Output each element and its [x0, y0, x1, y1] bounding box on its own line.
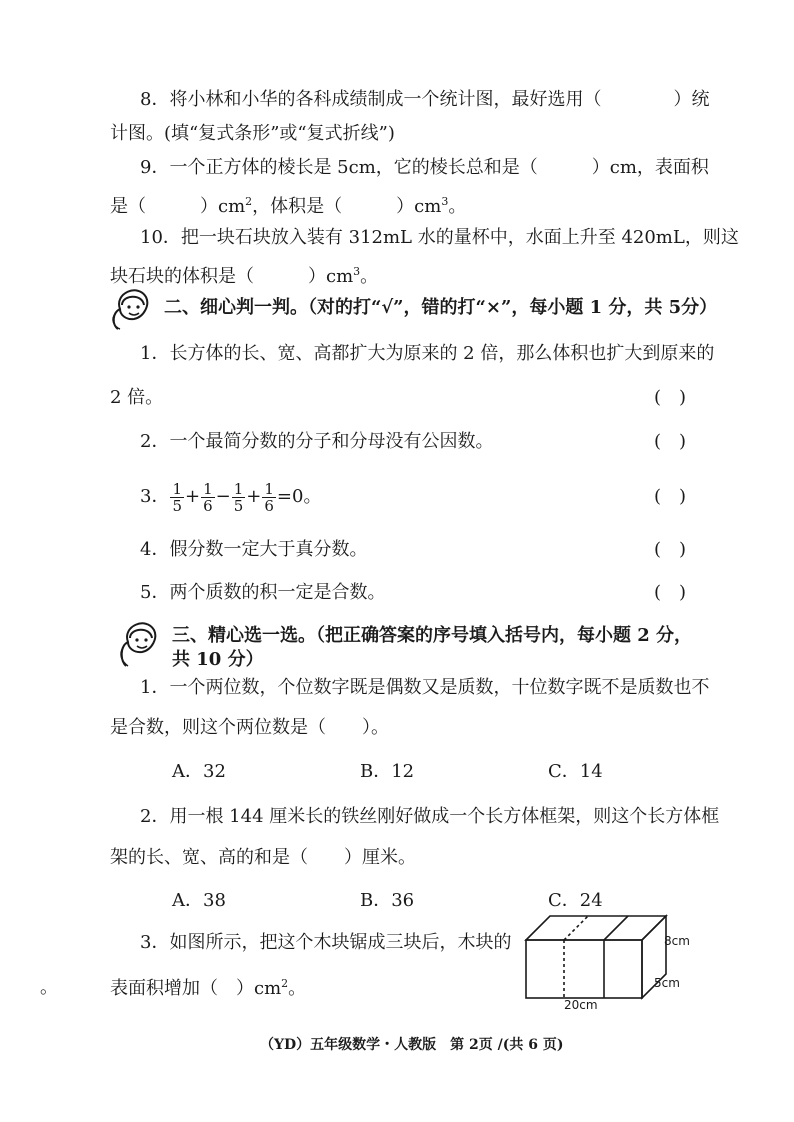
- q9-line1: 9．一个正方体的棱长是 5cm，它的棱长总和是（ ）cm，表面积: [140, 157, 709, 178]
- s2-item3-suffix: =0。: [276, 486, 322, 507]
- s2-item5-line: 5．两个质数的积一定是合数。: [140, 582, 386, 603]
- q9-line2-part3: 。: [448, 196, 467, 217]
- q10-line2-part1: 块石块的体积是（ ）cm: [110, 266, 354, 287]
- q10-sup3: 3: [353, 265, 361, 278]
- s2-item3-prefix: 3．: [140, 486, 170, 507]
- s3-q3-line2-part2: 。: [288, 978, 307, 999]
- op3: +: [246, 486, 262, 507]
- s2-item3-answer[interactable]: ( ): [654, 486, 687, 507]
- girl-avatar-icon: [116, 616, 168, 668]
- fraction-1: $\frac{1}{5}$: [172, 479, 182, 515]
- s3-q3-sup2: 2: [281, 977, 289, 990]
- length-label: 20cm: [564, 998, 598, 1012]
- s2-item2-line: 2．一个最简分数的分子和分母没有公因数。: [140, 431, 494, 452]
- s3-q1-line2: 是合数，则这个两位数是（ ）。: [110, 717, 389, 738]
- s3-q3-line2-part1: 表面积增加（ ）cm: [110, 978, 282, 999]
- s3-q2-line2: 架的长、宽、高的和是（ ）厘米。: [110, 847, 416, 868]
- girl-avatar-icon: [108, 283, 160, 331]
- fraction-3: $\frac{1}{5}$: [233, 479, 244, 515]
- q9-sup3: 3: [441, 195, 449, 208]
- s3-q1-option-b[interactable]: B．12: [360, 761, 415, 782]
- section2-header: 二、细心判一判。（对的打“√”，错的打“×”，每小题 1 分，共 5分）: [164, 297, 718, 318]
- q9-line2-part2: ，体积是（ ）cm: [252, 196, 442, 217]
- s3-q2-option-a[interactable]: A．38: [172, 890, 226, 911]
- s2-item3-line: [140, 477, 321, 517]
- page-footer: （YD）五年级数学・人教版 第 2页 /(共 6 页): [260, 1037, 564, 1053]
- s3-q2-option-c[interactable]: C．24: [548, 890, 603, 911]
- s2-item4-answer[interactable]: ( ): [654, 539, 687, 560]
- s3-q1-option-c[interactable]: C．14: [548, 761, 603, 782]
- s2-item1-answer[interactable]: ( ): [654, 387, 687, 408]
- s3-q3-line2: [110, 972, 306, 1001]
- s3-q2-line1: 2．用一根 144 厘米长的铁丝刚好做成一个长方体框架，则这个长方体框: [140, 806, 720, 827]
- q10-line1: 10．把一块石块放入装有 312mL 水的量杯中，水面上升至 420mL，则这: [140, 227, 739, 248]
- block-front-face: [526, 940, 642, 998]
- q8-line1: 8．将小林和小华的各科成绩制成一个统计图，最好选用（ ）统: [140, 89, 710, 110]
- s3-q2-option-b[interactable]: B．36: [360, 890, 415, 911]
- section3-header-line2: 共 10 分）: [172, 649, 264, 670]
- s2-item2-answer[interactable]: ( ): [654, 431, 687, 452]
- s3-q3-line1: 3．如图所示，把这个木块锯成三块后，木块的: [140, 932, 512, 953]
- s2-item5-answer[interactable]: ( ): [654, 582, 687, 603]
- op2: −: [215, 486, 231, 507]
- cut-line-1-top: [564, 916, 588, 940]
- q10-line2-part2: 。: [360, 266, 379, 287]
- wood-block-figure: [520, 910, 670, 1000]
- q9-line2-part1: 是（ ）cm: [110, 196, 246, 217]
- q8-line2: 计图。(填“复式条形”或“复式折线”): [110, 123, 395, 144]
- depth-label: 5cm: [654, 976, 680, 990]
- stray-mark: 。: [40, 977, 58, 998]
- fraction-2: $\frac{1}{6}$: [203, 479, 213, 515]
- q9-line2: [110, 190, 466, 219]
- s2-item4-line: 4．假分数一定大于真分数。: [140, 539, 368, 560]
- fraction-4: $\frac{1}{6}$: [264, 479, 274, 515]
- s2-item1-line1: 1．长方体的长、宽、高都扩大为原来的 2 倍，那么体积也扩大到原来的: [140, 343, 715, 364]
- s3-q1-line1: 1．一个两位数，个位数字既是偶数又是质数，十位数字既不是质数也不: [140, 677, 710, 698]
- q9-sup2: 2: [245, 195, 253, 208]
- s2-item1-line2: 2 倍。: [110, 387, 164, 408]
- op1: +: [185, 486, 201, 507]
- cut-line-2-top: [604, 916, 628, 940]
- height-label: 8cm: [664, 934, 690, 948]
- section3-header-line1: 三、精心选一选。（把正确答案的序号填入括号内，每小题 2 分，: [172, 625, 693, 646]
- s3-q1-option-a[interactable]: A．32: [172, 761, 226, 782]
